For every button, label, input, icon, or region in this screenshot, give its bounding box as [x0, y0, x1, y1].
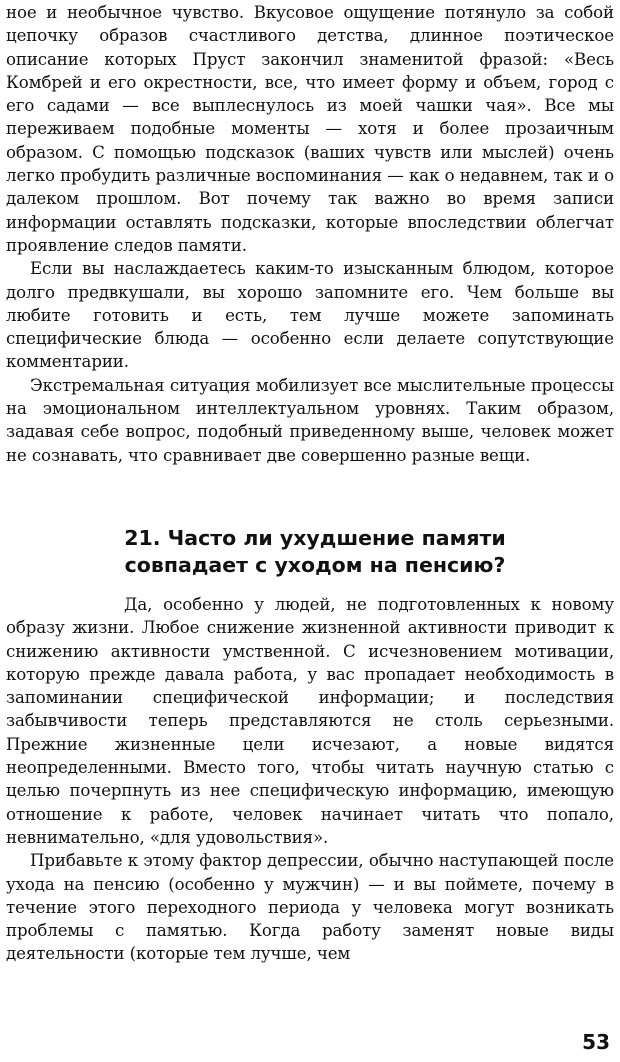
- paragraph-extreme-situation: Экстремальная ситуация мобилизует все мыслительные процессы на эмоциональном интеллектуальном уровнях. Таким образом, задавая себе вопрос, подобный приведенному выше, человек может не сознавать, что сравнивает две совершенно разные вещи.: [6, 375, 614, 465]
- paragraph-retirement: Да, особенно у людей, не подготовленных к новому образу жизни. Любое снижение жизненной активности приводит к снижению активности умственной. С исчезновением мотивации, которую прежде давала работа, у вас пропадает необходимость в запоминании специфической информации; и последствия забывчивости теперь представляются не столь серьезными. Прежние жизненные цели исчезают, а новые видятся неопределенными. Вместо того, чтобы читать научную статью с целью почерпнуть из нее специфическую информацию, имеющую отношение к работе, человек начинает читать что попало, невнимательно, «для удовольствия».: [6, 594, 614, 847]
- paragraph-proust: ное и необычное чувство. Вкусовое ощущение потянуло за собой цепочку образов счастливого детства, длинное поэтическое описание которых Пруст закончил знаменитой фразой: «Весь Комбрей и его окрестности, все, что имеет форму и объем, город с его садами — все выплеснулось из моей чашки чая». Все мы переживаем подобные моменты — хотя и более прозаичным образом. С помощью подсказок (ваших чувств или мыслей) очень легко пробудить различные воспоминания — как о недавнем, так и о далеком прошлом. Вот почему так важно во время записи информации оставлять подсказки, которые впоследствии облегчат проявление следов памяти.: [6, 3, 614, 255]
- section-heading-line-1: 21. Часто ли ухудшение памяти: [124, 525, 506, 550]
- paragraph-food: Если вы наслаждаетесь каким-то изысканным блюдом, которое долго предвкушали, вы хорошо запомните его. Чем больше вы любите готовить и есть, тем лучше можете запоминать специфические блюда — особенно если делаете сопутствующие комментарии.: [6, 259, 614, 372]
- paragraph-depression: Прибавьте к этому фактор депрессии, обычно наступающей после ухода на пенсию (особенно у мужчин) — и вы поймете, почему в течение этого переходного периода у человека могут возникать проблемы с памятью. Когда работу заменят новые виды деятельности (которые тем лучше, чем: [6, 851, 614, 964]
- section-heading-line-2: совпадает с уходом на пенсию?: [124, 552, 506, 577]
- section-spacer: [6, 467, 614, 525]
- page-number: 53: [582, 1030, 610, 1054]
- section-heading: [6, 525, 614, 579]
